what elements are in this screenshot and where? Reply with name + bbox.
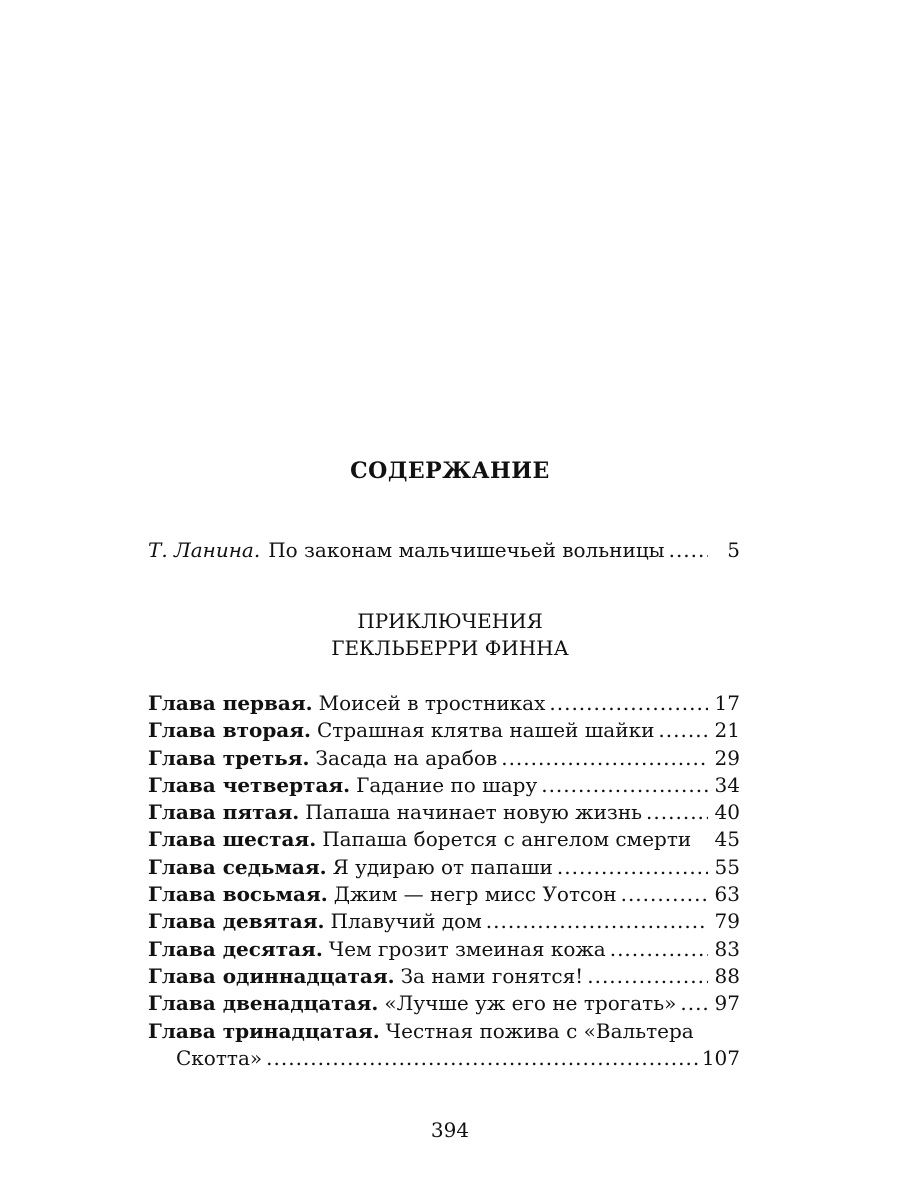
chapter-page: 34 bbox=[714, 772, 740, 797]
chapter-page: 107 bbox=[701, 1045, 740, 1070]
leader-dots bbox=[658, 717, 708, 744]
chapter-page: 17 bbox=[714, 691, 740, 715]
toc-entry bbox=[148, 799, 740, 826]
chapter-title-continued: Скотта» bbox=[176, 1045, 263, 1070]
leader-dots bbox=[266, 1045, 698, 1072]
toc-entry-intro bbox=[148, 538, 740, 562]
section-heading-line2: ГЕКЛЬБЕРРИ ФИННА bbox=[331, 636, 569, 660]
chapter-page: 45 bbox=[714, 827, 740, 852]
leader-dots bbox=[621, 881, 708, 908]
leader-dots bbox=[610, 936, 708, 963]
leader-dots bbox=[501, 745, 708, 772]
chapter-title: Страшная клятва нашей шайки bbox=[317, 718, 655, 743]
chapter-title: Моисей в тростниках bbox=[318, 691, 546, 715]
chapter-page: 40 bbox=[714, 800, 740, 825]
leader-dots bbox=[587, 963, 708, 990]
intro-author: Т. Ланина. bbox=[148, 538, 261, 562]
chapter-label: Глава третья. bbox=[148, 745, 310, 770]
chapter-title: Чем грозит змеиная кожа bbox=[328, 936, 606, 961]
toc-entry bbox=[148, 908, 740, 935]
chapter-page: 55 bbox=[714, 854, 740, 879]
section-heading-line1: ПРИКЛЮЧЕНИЯ bbox=[357, 609, 543, 633]
intro-page: 5 bbox=[727, 538, 740, 562]
toc-entry bbox=[148, 717, 740, 744]
chapter-title: Я удираю от папаши bbox=[332, 854, 553, 879]
toc-entry bbox=[148, 854, 740, 881]
page-number: 394 bbox=[430, 1118, 470, 1142]
chapter-page: 63 bbox=[714, 882, 740, 907]
toc-entry bbox=[148, 690, 740, 717]
leader-dots bbox=[669, 538, 708, 562]
toc-entry bbox=[148, 772, 740, 799]
chapter-label: Глава шестая. bbox=[148, 827, 317, 852]
chapter-label: Глава четвертая. bbox=[148, 772, 351, 797]
leader-dots bbox=[486, 908, 708, 935]
toc-list bbox=[148, 690, 740, 1072]
chapter-title: Джим — негр мисс Уотсон bbox=[333, 882, 617, 907]
chapter-title: Засада на арабов bbox=[315, 745, 498, 770]
chapter-label: Глава двенадцатая. bbox=[148, 991, 379, 1016]
section-heading bbox=[0, 608, 900, 662]
toc-entry bbox=[148, 881, 740, 908]
chapter-page: 83 bbox=[714, 936, 740, 961]
chapter-label: Глава первая. bbox=[148, 691, 313, 715]
chapter-page: 29 bbox=[714, 745, 740, 770]
leader-dots bbox=[549, 690, 708, 717]
toc-entry bbox=[148, 963, 740, 990]
chapter-title: Папаша борется с ангелом смерти bbox=[322, 827, 692, 852]
toc-entry bbox=[148, 1018, 740, 1073]
toc-entry bbox=[148, 936, 740, 963]
chapter-page: 97 bbox=[714, 991, 740, 1016]
leader-dots bbox=[541, 772, 708, 799]
chapter-label: Глава пятая. bbox=[148, 800, 300, 825]
chapter-label: Глава десятая. bbox=[148, 936, 323, 961]
chapter-label: Глава вторая. bbox=[148, 718, 311, 743]
toc-entry bbox=[148, 990, 740, 1017]
chapter-label: Глава тринадцатая. bbox=[148, 1018, 380, 1043]
chapter-page: 79 bbox=[714, 909, 740, 934]
chapter-title: Гадание по шару bbox=[356, 772, 538, 797]
chapter-label: Глава восьмая. bbox=[148, 882, 328, 907]
chapter-title: Папаша начинает новую жизнь bbox=[305, 800, 643, 825]
chapter-label: Глава одиннадцатая. bbox=[148, 963, 395, 988]
toc-title: СОДЕРЖАНИЕ bbox=[350, 458, 550, 484]
chapter-page: 21 bbox=[714, 718, 740, 743]
chapter-title: «Лучше уж его не трогать» bbox=[384, 991, 677, 1016]
chapter-title: Честная пожива с «Вальтера bbox=[385, 1018, 694, 1043]
chapter-label: Глава седьмая. bbox=[148, 854, 327, 879]
leader-dots bbox=[557, 854, 708, 881]
chapter-label: Глава девятая. bbox=[148, 909, 325, 934]
chapter-title: За нами гонятся! bbox=[400, 963, 584, 988]
chapter-title: Плавучий дом bbox=[330, 909, 482, 934]
intro-title: По законам мальчишечьей вольницы bbox=[268, 538, 665, 562]
chapter-page: 88 bbox=[714, 963, 740, 988]
toc-entry bbox=[148, 745, 740, 772]
leader-dots bbox=[680, 990, 708, 1017]
toc-entry bbox=[148, 826, 740, 853]
leader-dots bbox=[646, 799, 708, 826]
